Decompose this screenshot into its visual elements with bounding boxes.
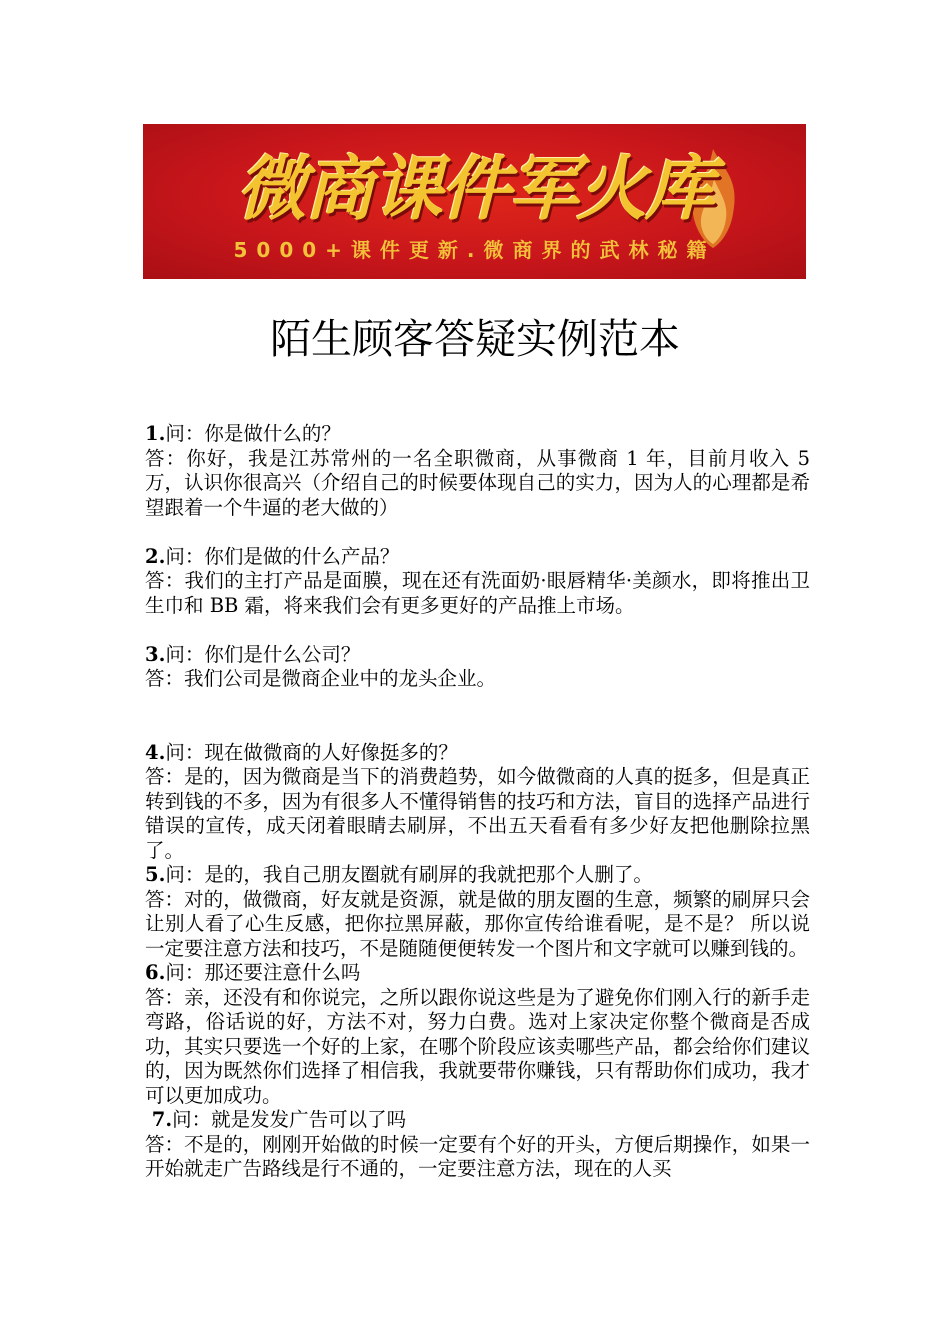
- answer-4: 答：是的，因为微商是当下的消费趋势，如今做微商的人真的挺多，但是真正转到钱的不多，因为有很多人不懂得销售的技巧和方法，盲目的选择产品进行错误的宣传，成天闭着眼睛去刷屏，不出五天看看有多少好友把他删除拉黑了。: [145, 765, 810, 862]
- question-1: [145, 422, 810, 447]
- document-title: 陌生顾客答疑实例范本: [270, 315, 680, 363]
- question-2: [145, 545, 810, 570]
- answer-2: 答：我们的主打产品是面膜，现在还有洗面奶·眼唇精华·美颜水，即将推出卫生巾和 BB 霜，将来我们会有更多更好的产品推上市场。: [145, 569, 810, 617]
- question-number: 5.: [145, 863, 166, 886]
- answer-1: 答：你好，我是江苏常州的一名全职微商，从事微商 1 年，目前月收入 5 万，认识你很高兴（介绍自己的时候要体现自己的实力，因为人的心理都是希望跟着一个牛逼的老大做的）: [145, 446, 810, 519]
- answer-6: 答：亲，还没有和你说完，之所以跟你说这些是为了避免你们刚入行的新手走弯路，俗话说的好，方法不对，努力白费。选对上家决定你整个微商是否成功，其实只要选一个好的上家，在哪个阶段应该卖哪些产品，都会给你们建议的，因为既然你们选择了相信我，我就要带你赚钱，只有帮助你们成功，我才可以更加成功。: [145, 985, 810, 1107]
- answer-3: 答：我们公司是微商企业中的龙头企业。: [145, 667, 497, 690]
- question-6: [145, 961, 810, 986]
- qa-content: [145, 422, 810, 1182]
- question-text: 问：你是做什么的？: [165, 422, 341, 445]
- question-text: 问：就是发发广告可以了吗: [172, 1108, 407, 1131]
- question-number: 4.: [145, 740, 166, 764]
- banner-title: 微商课件军火库: [236, 148, 713, 230]
- question-5: [145, 863, 810, 888]
- question-7: [145, 1108, 810, 1133]
- answer-5: 答：对的，做微商，好友就是资源，就是做的朋友圈的生意，频繁的刷屏只会让别人看了心生反感，把你拉黑屏蔽，那你宣传给谁看呢，是不是？ 所以说一定要注意方法和技巧，不是随随便便转发一个图片和文字就可以赚到钱的。: [145, 887, 810, 960]
- question-text: 问：那还要注意什么吗: [165, 961, 361, 984]
- question-number: 7.: [145, 1108, 173, 1131]
- question-3: [145, 643, 810, 668]
- question-number: 6.: [145, 961, 166, 984]
- question-text: 问：是的，我自己朋友圈就有刷屏的我就把那个人删了。: [165, 863, 653, 886]
- question-text: 问：现在做微商的人好像挺多的？: [165, 740, 458, 764]
- banner-subtitle: 5000+课件更新.微商界的武林秘籍: [233, 238, 716, 262]
- question-number: 3.: [145, 642, 166, 666]
- question-text: 问：你们是什么公司？: [165, 642, 361, 666]
- question-number: 2.: [145, 544, 166, 568]
- question-number: 1.: [145, 422, 166, 445]
- banner: [143, 124, 806, 279]
- question-4: [145, 741, 810, 766]
- answer-7: 答：不是的，刚刚开始做的时候一定要有个好的开头，方便后期操作，如果一开始就走广告路线是行不通的，一定要注意方法，现在的人买: [145, 1132, 810, 1180]
- question-text: 问：你们是做的什么产品？: [165, 544, 400, 568]
